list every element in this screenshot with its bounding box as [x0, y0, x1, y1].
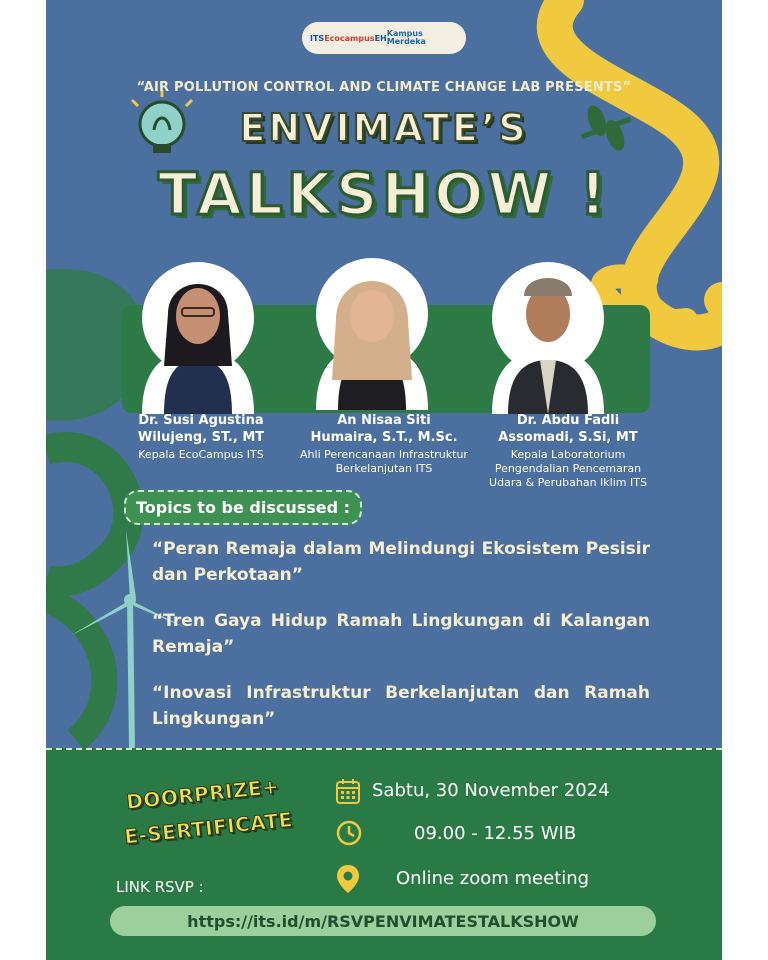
speaker-3 [470, 412, 666, 490]
rsvp-link[interactable]: https://its.id/m/RSVPENVIMATESTALKSHOW [110, 906, 656, 936]
speaker-photo-2 [302, 250, 442, 410]
event-time: 09.00 - 12.55 WIB [414, 823, 577, 844]
partner-logos [302, 22, 466, 54]
calendar-icon [336, 778, 360, 804]
speaker-role: Udara & Perubahan Iklim ITS [489, 476, 647, 489]
e-certificate-text: E-SERTIFICATE [123, 807, 294, 849]
rsvp-label: LINK RSVP : [116, 878, 204, 896]
topic-item: “Peran Remaja dalam Melindungi Ekosistem Pesisir dan Perkotaan” [152, 539, 650, 585]
topic-item: “Tren Gaya Hidup Ramah Lingkungan di Kalangan Remaja” [152, 611, 650, 657]
speaker-role: Kepala Laboratorium [510, 448, 626, 461]
speaker-name-line2: Assomadi, S.Si, MT [498, 430, 638, 445]
presenter-line: “AIR POLLUTION CONTROL AND CLIMATE CHANGE LAB PRESENTS” [136, 80, 632, 95]
topics-heading: Topics to be discussed : [124, 490, 362, 525]
location-pin-icon [336, 864, 360, 894]
speaker-role: Pengendalian Pencemaran [494, 462, 642, 475]
doorprize-text: DOORPRIZE+ [125, 774, 281, 814]
speaker-photo-3 [478, 254, 618, 414]
clock-icon [336, 820, 362, 846]
speaker-name-line2: Wilujeng, ST., MT [137, 430, 265, 445]
speaker-name-line2: Humaira, S.T., M.Sc. [310, 430, 458, 445]
title-talkshow: TALKSHOW ! [157, 160, 611, 228]
speaker-2 [286, 412, 482, 476]
speaker-role: Ahli Perencanaan Infrastruktur [300, 448, 468, 461]
eh-logo: EH [374, 33, 387, 43]
title-envimates: ENVIMATE’S [239, 106, 529, 150]
speaker-name-line1: An Nisaa Siti [337, 413, 431, 428]
speaker-role: Kepala EcoCampus ITS [138, 448, 264, 461]
green-arc [46, 447, 128, 581]
speaker-name-line1: Dr. Abdu Fadli [516, 413, 620, 428]
ecocampus-logo: Ecocampus [324, 33, 375, 43]
speaker-photo-1 [128, 254, 268, 414]
divider [46, 748, 722, 750]
speaker-1 [112, 412, 290, 462]
topic-item: “Inovasi Infrastruktur Berkelanjutan dan Ramah Lingkungan” [152, 683, 650, 729]
poster [46, 0, 722, 960]
speaker-role: Berkelanjutan ITS [335, 462, 433, 475]
kampus-merdeka-logo: Kampus Merdeka [386, 29, 426, 46]
its-logo: ITS [310, 33, 325, 43]
event-location: Online zoom meeting [396, 868, 590, 889]
event-date: Sabtu, 30 November 2024 [372, 780, 610, 801]
speaker-name-line1: Dr. Susi Agustina [138, 413, 264, 428]
